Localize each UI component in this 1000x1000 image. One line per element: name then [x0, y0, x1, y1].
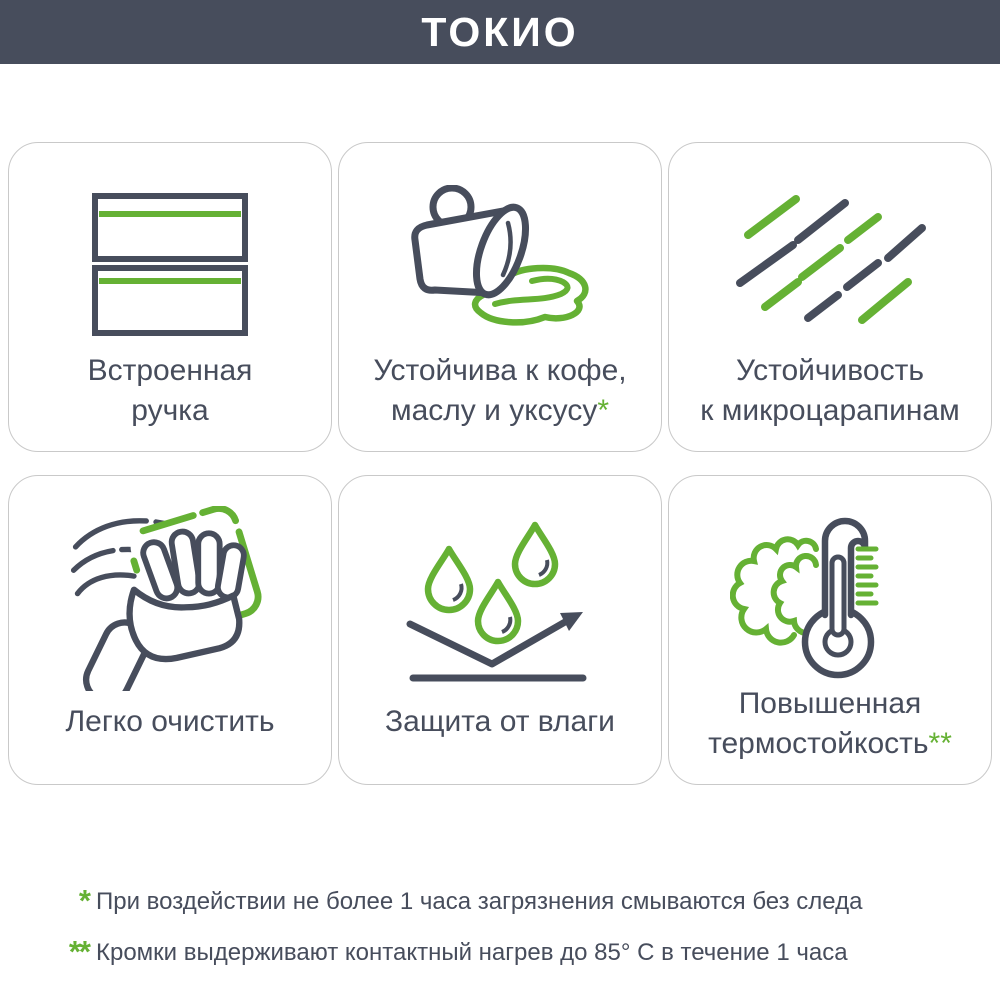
feature-card-scratch-resistance	[668, 142, 992, 452]
footnote-2	[62, 936, 1000, 969]
built-in-handle-icon	[91, 179, 249, 351]
feature-title: Легко очистить	[65, 705, 275, 738]
spill-resistant-icon	[405, 179, 595, 351]
footnote-2-marker: **	[68, 934, 89, 969]
heat-resistance-icon	[730, 512, 930, 684]
feature-title: Защита от влаги	[385, 705, 615, 738]
product-title: ТОКИО	[421, 8, 579, 55]
feature-title: Повышенная термостойкость**	[708, 687, 952, 760]
footnote-1-text: При воздействии не более 1 часа загрязнения смываются без следа	[96, 888, 863, 915]
feature-title: Устойчива к кофе, маслу и уксусу*	[373, 354, 627, 427]
feature-grid	[8, 142, 992, 785]
feature-title: Встроенная ручка	[87, 354, 253, 427]
micro-scratch-icon	[730, 179, 930, 351]
feature-title: Устойчивость к микроцарапинам	[700, 354, 960, 427]
footnote-1	[62, 885, 1000, 918]
footnote-1-marker: *	[78, 883, 89, 918]
feature-card-spill-resistant	[338, 142, 662, 452]
feature-card-built-in-handle	[8, 142, 332, 452]
feature-card-moisture-protection	[338, 475, 662, 785]
footnotes	[62, 885, 1000, 969]
footnote-marker: *	[597, 394, 610, 427]
easy-clean-icon	[65, 512, 275, 684]
footnote-2-text: Кромки выдерживают контактный нагрев до 85° C в течение 1 часа	[96, 939, 848, 966]
feature-card-heat-resistance	[668, 475, 992, 785]
footnote-marker: **	[928, 727, 952, 760]
product-header	[0, 0, 1000, 64]
moisture-protection-icon	[405, 512, 595, 684]
feature-card-easy-clean	[8, 475, 332, 785]
